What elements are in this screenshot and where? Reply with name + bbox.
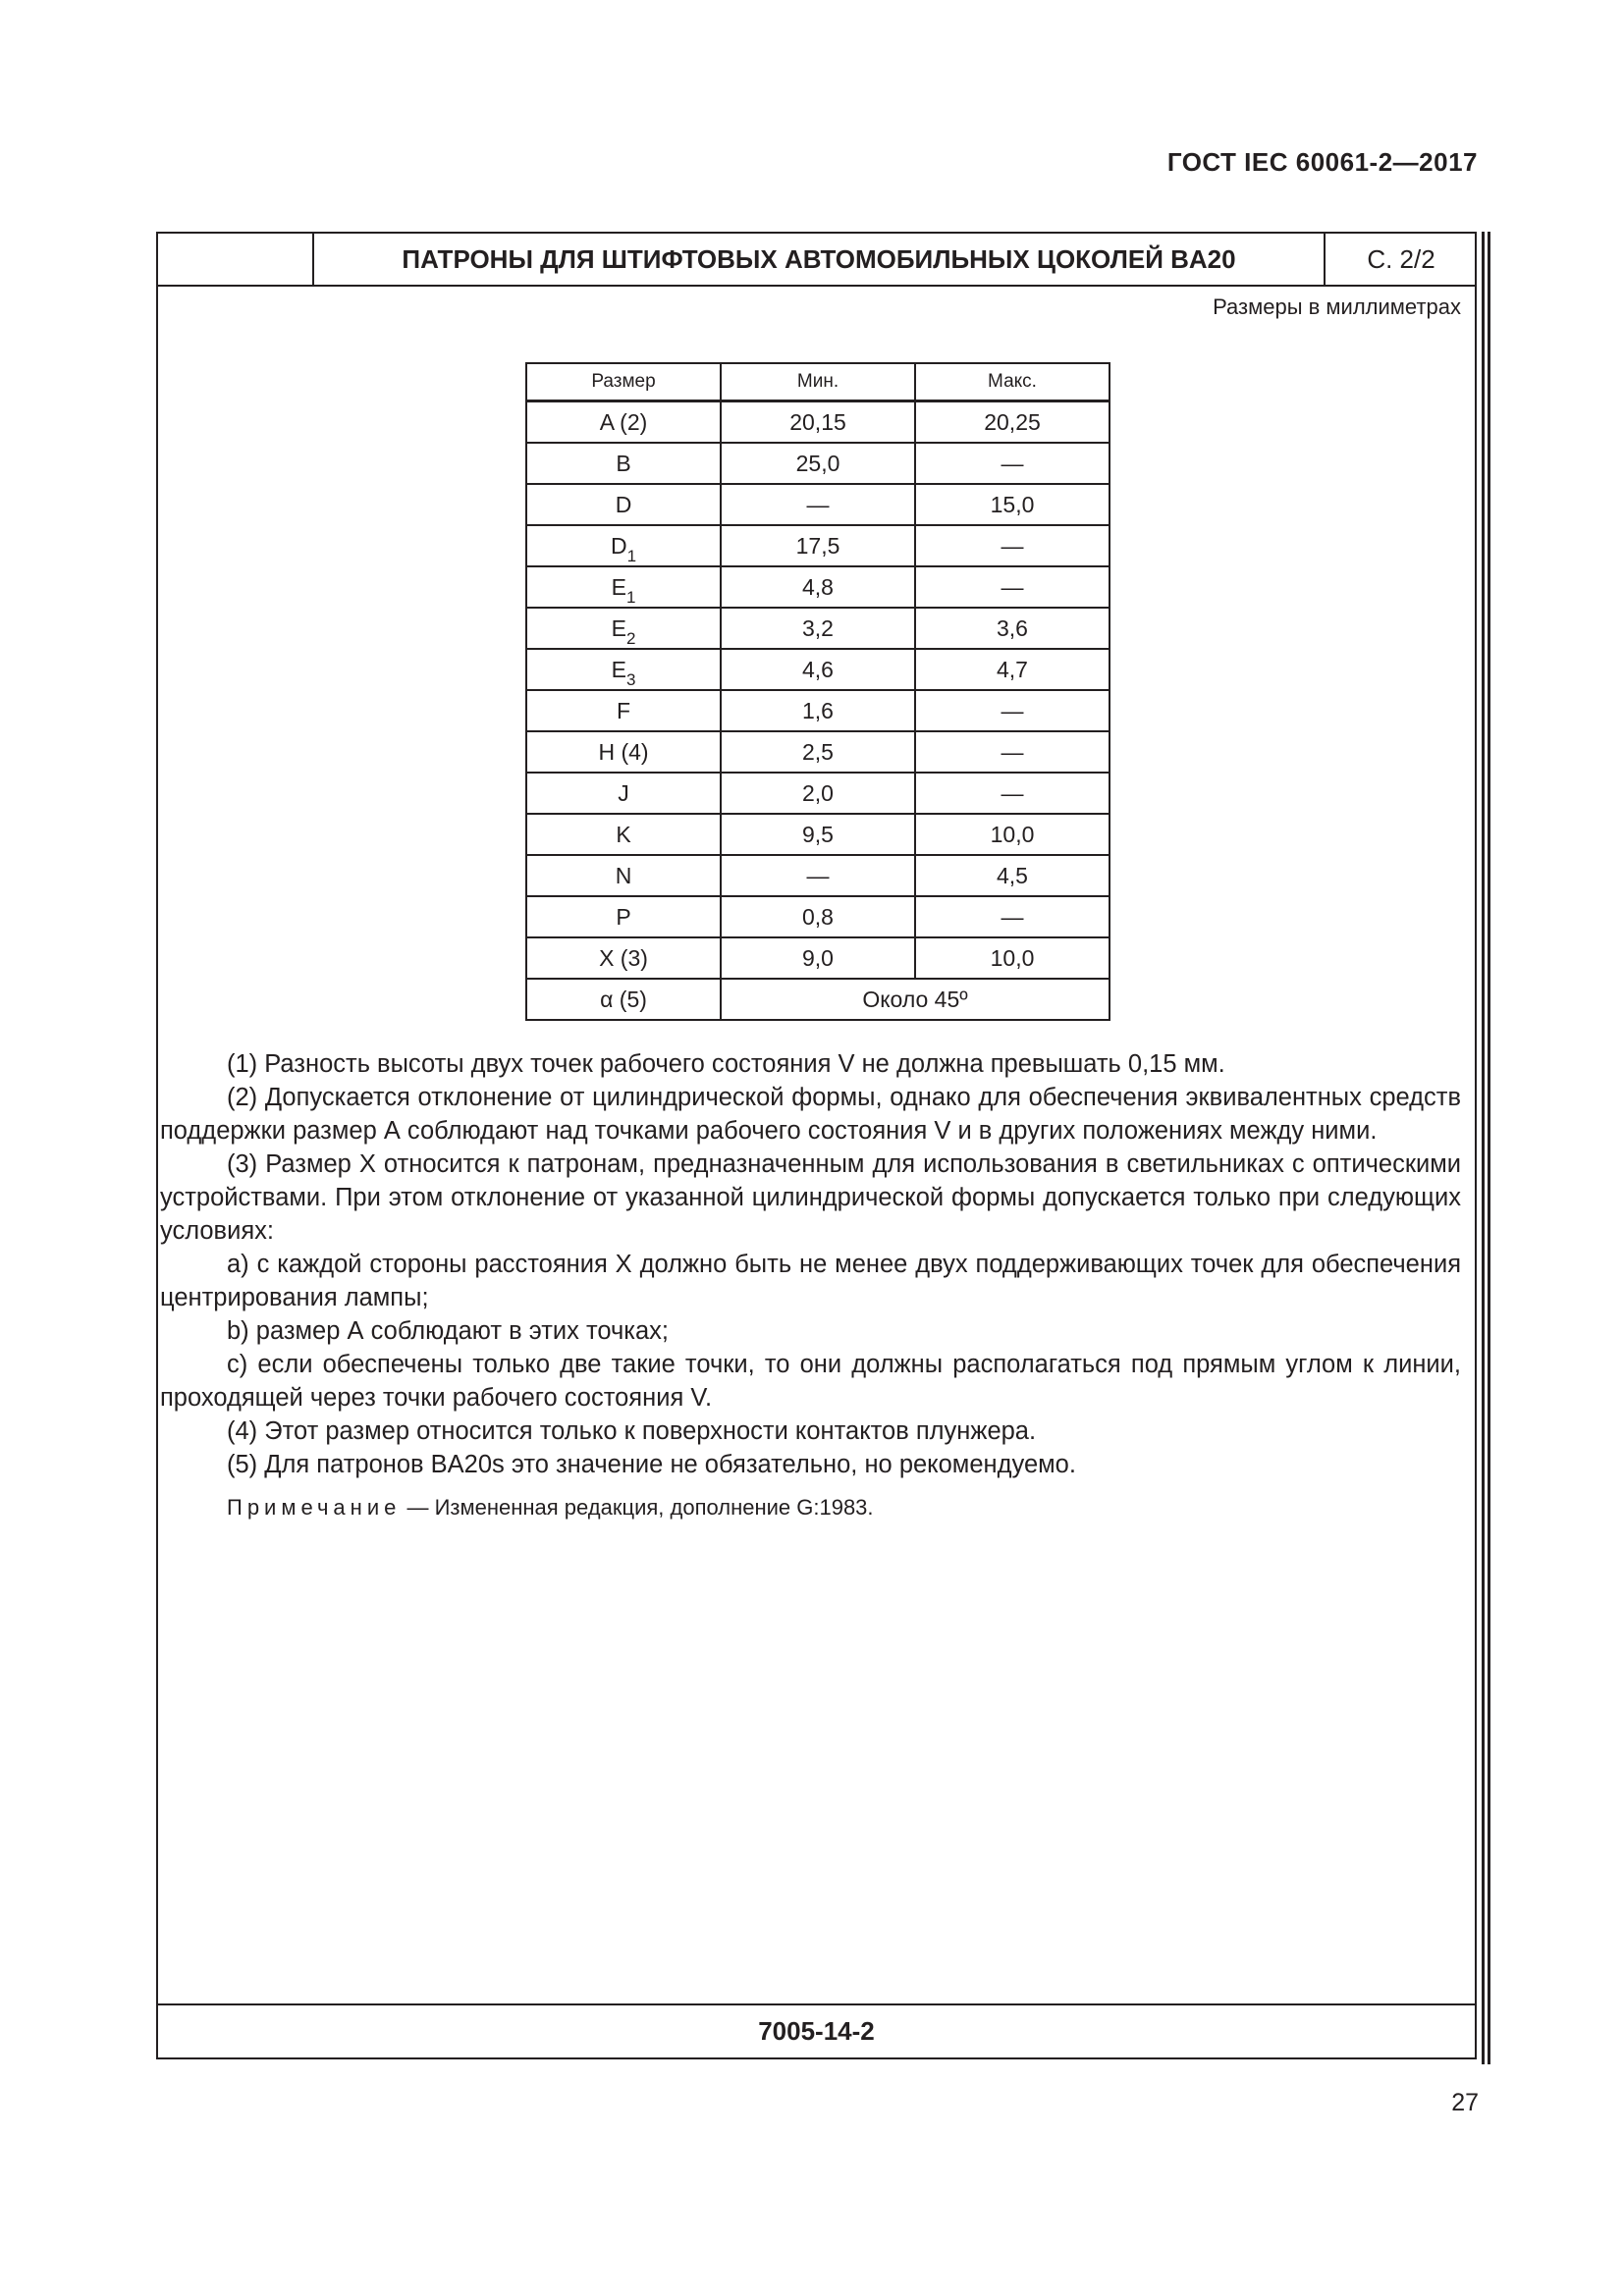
table-row [526,937,1110,979]
size-symbol: X (3) [599,944,648,971]
table-row [526,443,1110,484]
page-number: 27 [1451,2089,1479,2116]
cell-min: 20,15 [721,401,915,444]
cell-size [526,608,721,649]
footnote-3c: c) если обеспечены только две такие точки, то они должны располагаться под прямым углом к линии, проходящей через точки рабочего состояния V. [160,1351,1461,1412]
footnote-3a: a) с каждой стороны расстояния X должно быть не менее двух поддерживающих точек для обеспечения центрирования лампы; [160,1251,1461,1311]
size-symbol: P [616,903,631,930]
title-empty-cell [158,234,314,285]
cell-max: 3,6 [915,608,1110,649]
cell-size [526,484,721,525]
column-header-min: Мин. [721,363,915,401]
cell-min: — [721,484,915,525]
cell-size [526,566,721,608]
dimensions-table [525,362,1110,1021]
cell-min: 1,6 [721,690,915,731]
table-row [526,649,1110,690]
table-row [526,896,1110,937]
frame-rail-outer [1488,232,1490,2064]
footnote-3b: b) размер А соблюдают в этих точках; [227,1317,669,1345]
table-row [526,525,1110,566]
remark-text: — Измененная редакция, дополнение G:1983. [406,1495,874,1520]
cell-size: α (5) [526,979,721,1020]
cell-max: 4,5 [915,855,1110,896]
title-block [158,234,1475,287]
cell-size [526,690,721,731]
cell-size [526,443,721,484]
footer-code: 7005-14-2 [158,2003,1475,2057]
footnote-4: (4) Этот размер относится только к поверхности контактов плунжера. [227,1417,1037,1445]
table-row [526,401,1110,444]
table-row [526,690,1110,731]
footnote-5: (5) Для патронов BA20s это значение не обязательно, но рекомендуемо. [227,1451,1076,1478]
cell-size [526,401,721,444]
table-row [526,608,1110,649]
cell-min: 4,8 [721,566,915,608]
cell-size [526,649,721,690]
table-header-row [526,363,1110,401]
cell-min: 2,0 [721,773,915,814]
cell-min: 9,5 [721,814,915,855]
cell-max: 10,0 [915,937,1110,979]
cell-max: — [915,443,1110,484]
cell-max: — [915,773,1110,814]
cell-size [526,773,721,814]
footnote-2: (2) Допускается отклонение от цилиндрической формы, однако для обеспечения эквивалентных средств поддержки размер А соблюдают над точками рабочего состояния V и в других положениях между ними. [160,1084,1461,1145]
frame-rail-inner [1482,232,1485,2064]
cell-size [526,814,721,855]
size-symbol: D [610,532,627,559]
column-header-size: Размер [526,363,721,401]
cell-max: 4,7 [915,649,1110,690]
sheet-number: С. 2/2 [1324,234,1477,285]
table-row [526,731,1110,773]
cell-max: — [915,566,1110,608]
cell-max: — [915,731,1110,773]
cell-min: 25,0 [721,443,915,484]
table-row [526,814,1110,855]
size-symbol: E [611,614,626,641]
sheet-title: ПАТРОНЫ ДЛЯ ШТИФТОВЫХ АВТОМОБИЛЬНЫХ ЦОКОЛЕЙ BA20 [402,244,1236,274]
size-symbol: J [618,779,629,806]
size-subscript: 2 [625,628,636,648]
drawing-frame [156,232,1477,2059]
size-subscript: 3 [625,669,636,689]
footnotes [160,1047,1461,1523]
cell-min: 2,5 [721,731,915,773]
cell-min: 17,5 [721,525,915,566]
cell-size [526,525,721,566]
size-symbol: N [615,862,632,888]
cell-min: — [721,855,915,896]
size-subscript: 1 [625,587,636,607]
cell-size [526,731,721,773]
size-symbol: D [615,491,632,517]
table-row [526,484,1110,525]
table-row [526,773,1110,814]
units-note: Размеры в миллиметрах [1213,294,1461,319]
cell-max: — [915,690,1110,731]
cell-max: 10,0 [915,814,1110,855]
size-symbol: F [616,697,631,723]
table-row-alpha [526,979,1110,1020]
remark [160,1492,1461,1523]
size-symbol: A (2) [599,408,648,435]
cell-size [526,855,721,896]
column-header-max: Макс. [915,363,1110,401]
cell-min: 0,8 [721,896,915,937]
cell-min: 3,2 [721,608,915,649]
cell-max: 15,0 [915,484,1110,525]
standard-designation: ГОСТ IEC 60061-2—2017 [1166,147,1478,177]
cell-alpha-value: Около 45º [721,979,1110,1020]
cell-size [526,937,721,979]
cell-max: — [915,525,1110,566]
size-symbol: H (4) [598,738,649,765]
cell-min: 4,6 [721,649,915,690]
footnote-3: (3) Размер X относится к патронам, предназначенным для использования в светильниках с оптическими устройствами. При этом отклонение от указанной цилиндрической формы допускается только при следующих условиях: [160,1150,1461,1245]
cell-min: 9,0 [721,937,915,979]
size-symbol: K [616,821,631,847]
size-symbol: E [611,573,626,600]
cell-size [526,896,721,937]
table-row [526,855,1110,896]
size-symbol: B [616,450,631,476]
size-symbol: E [611,656,626,682]
footnote-1: (1) Разность высоты двух точек рабочего состояния V не должна превышать 0,15 мм. [227,1050,1225,1078]
remark-label: Примечание [227,1495,402,1520]
table-body [526,401,1110,1021]
table-row [526,566,1110,608]
size-subscript: 1 [626,546,637,565]
cell-max: — [915,896,1110,937]
cell-max: 20,25 [915,401,1110,444]
